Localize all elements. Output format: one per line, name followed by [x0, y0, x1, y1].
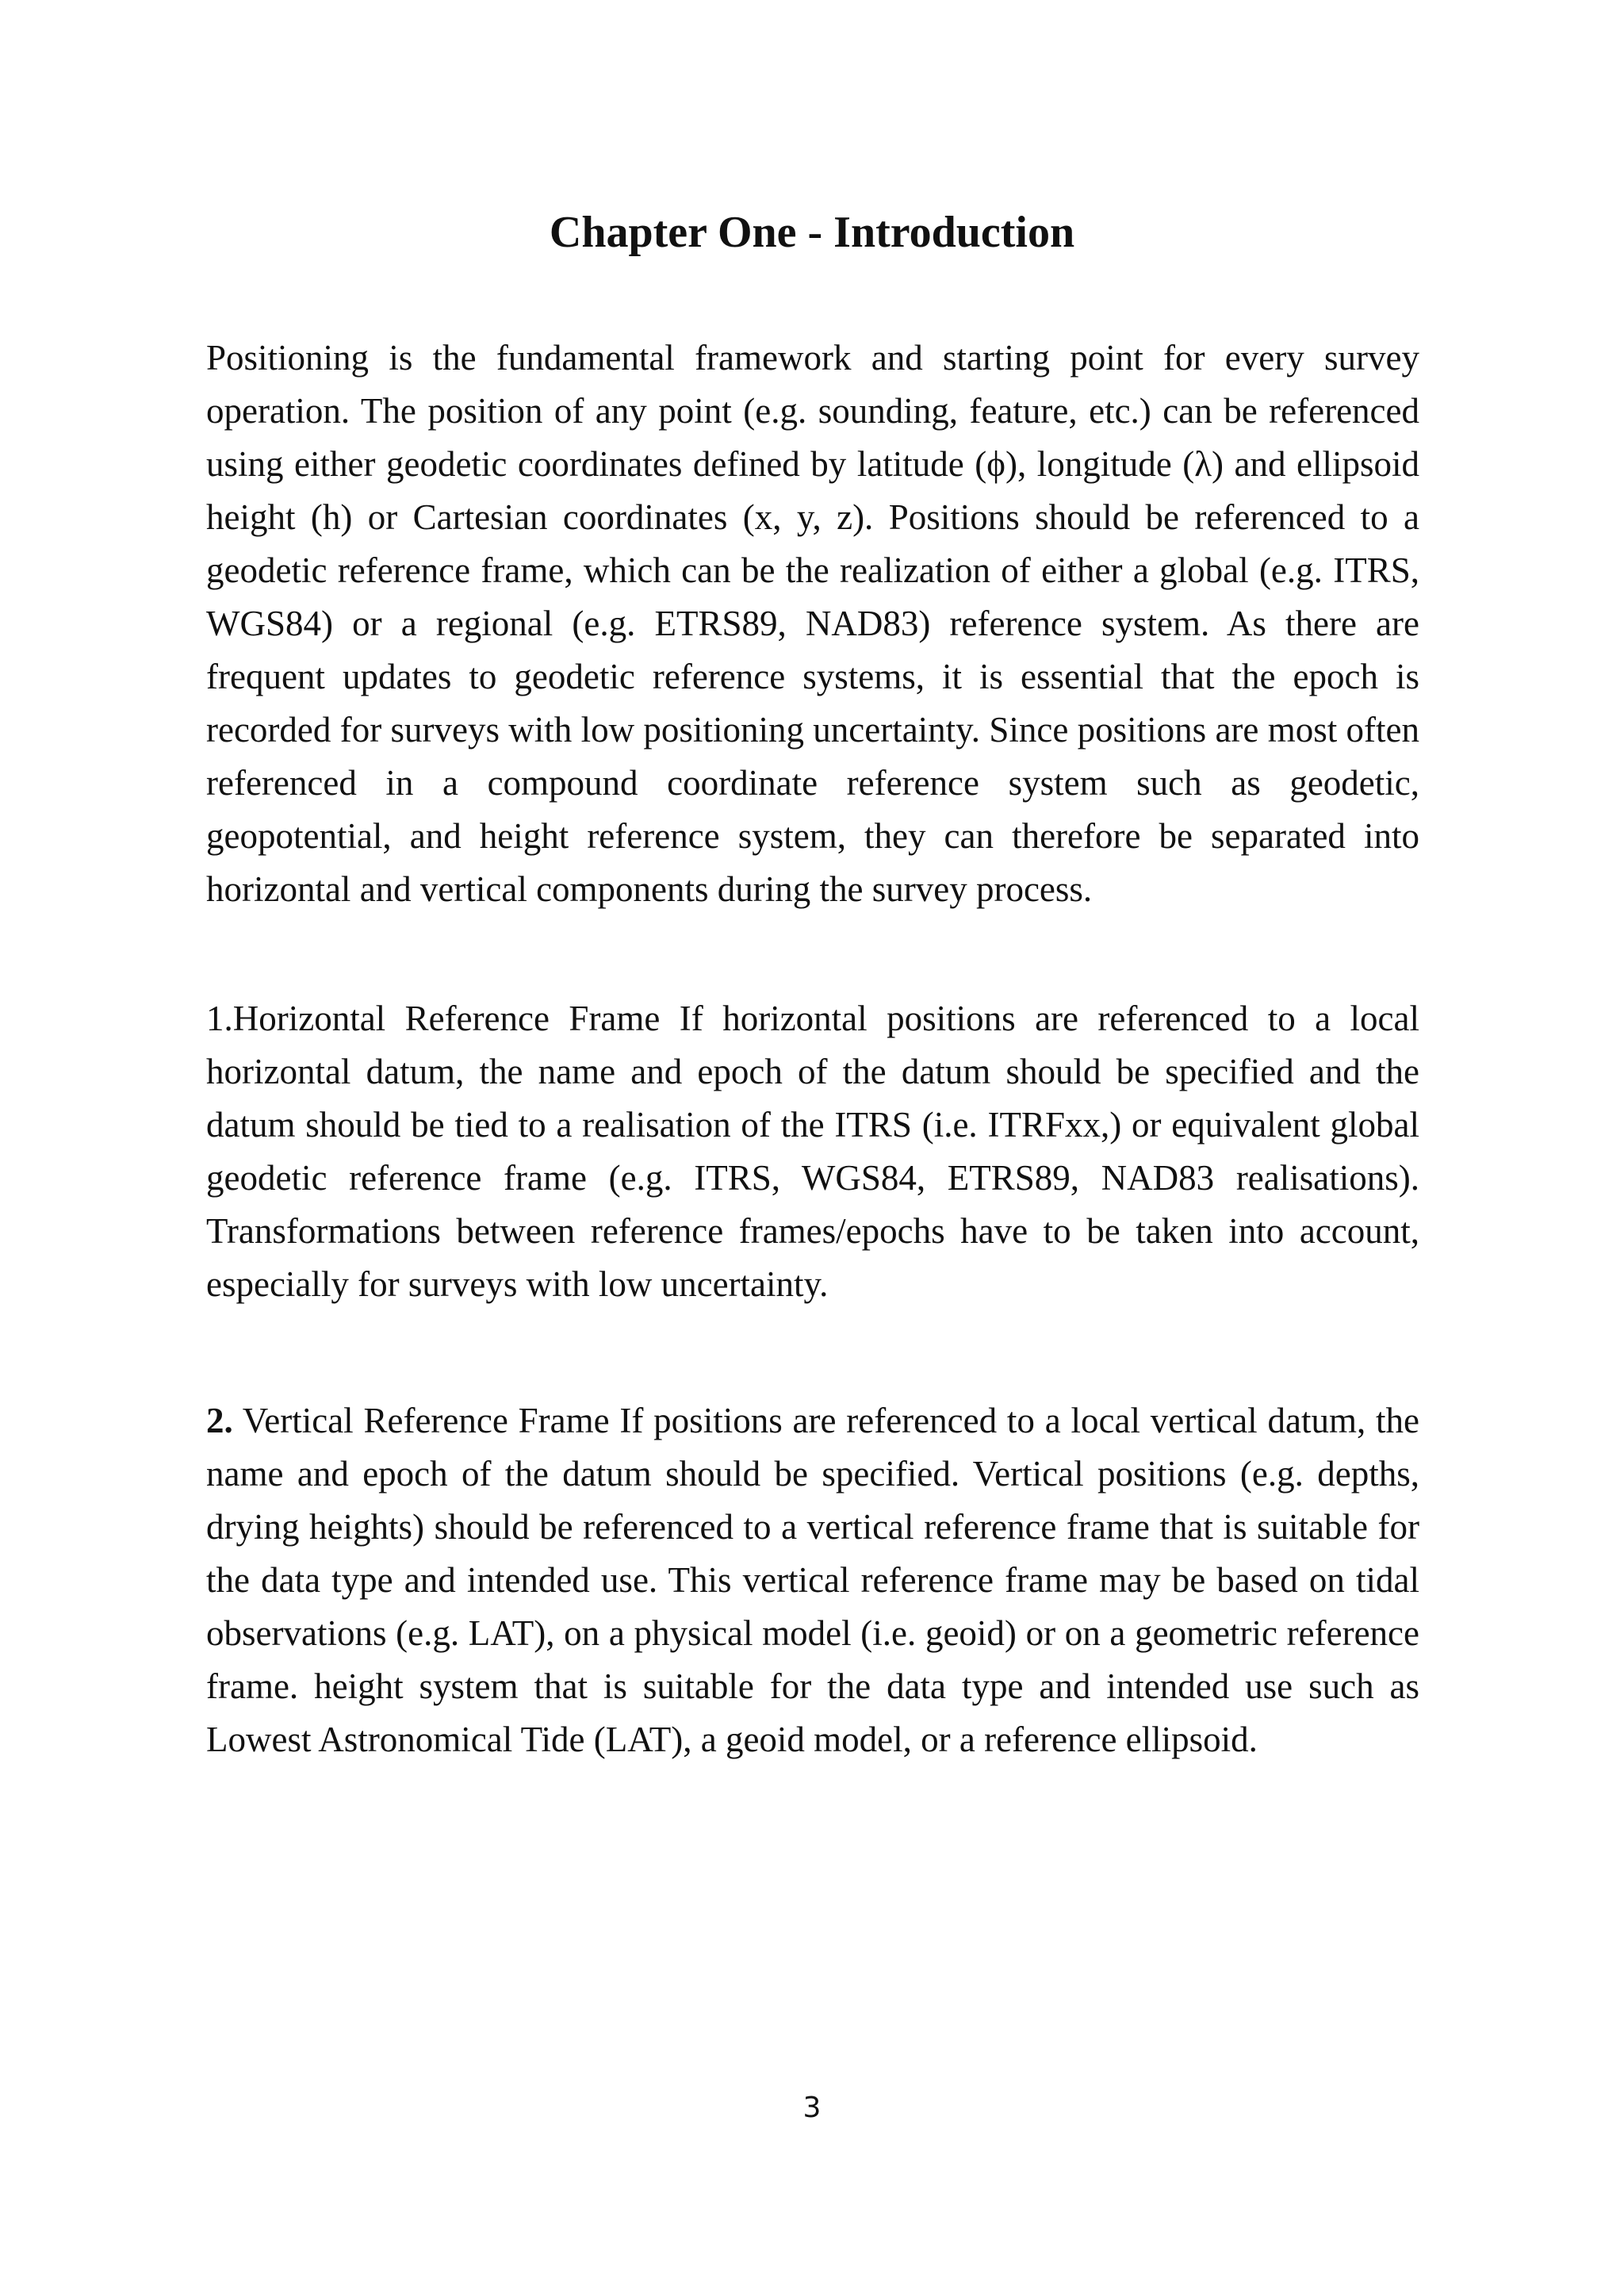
page-number: 3	[802, 2092, 822, 2124]
vertical-reference-text: Vertical Reference Frame If positions are referenced to a local vertical datum, the name and epoch of the datum should be specified. Vertical positions (e.g. depths, drying heights) should be referenced to a vertical reference frame that is suitable for the data type and intended use. This vertical reference frame may be based on tidal observations (e.g. LAT), on a physical model (i.e. geoid) or on a geometric reference frame. height system that is suitable for the data type and intended use such as Lowest Astronomical Tide (LAT), a geoid model, or a reference ellipsoid.	[206, 1401, 1419, 1759]
vertical-reference-paragraph	[206, 1394, 1419, 1766]
section-number: 2.	[206, 1401, 233, 1440]
horizontal-reference-paragraph: 1.Horizontal Reference Frame If horizontal positions are referenced to a local horizontal datum, the name and epoch of the datum should be specified and the datum should be tied to a realisation of the ITRS (i.e. ITRFxx,) or equivalent global geodetic reference frame (e.g. ITRS, WGS84, ETRS89, NAD83 realisations). Transformations between reference frames/epochs have to be taken into account, especially for surveys with low uncertainty.	[206, 999, 1419, 1304]
intro-paragraph: Positioning is the fundamental framework and starting point for every survey operation. The position of any point (e.g. sounding, feature, etc.) can be referenced using either geodetic coordinates defined by latitude (ϕ), longitude (λ) and ellipsoid height (h) or Cartesian coordinates (x, y, z). Positions should be referenced to a geodetic reference frame, which can be the realization of either a global (e.g. ITRS, WGS84) or a regional (e.g. ETRS89, NAD83) reference system. As there are frequent updates to geodetic reference systems, it is essential that the epoch is recorded for surveys with low positioning uncertainty. Since positions are most often referenced in a compound coordinate reference system such as geodetic, geopotential, and height reference system, they can therefore be separated into horizontal and vertical components during the survey process.	[206, 338, 1419, 909]
chapter-title: Chapter One - Introduction	[549, 208, 1075, 257]
